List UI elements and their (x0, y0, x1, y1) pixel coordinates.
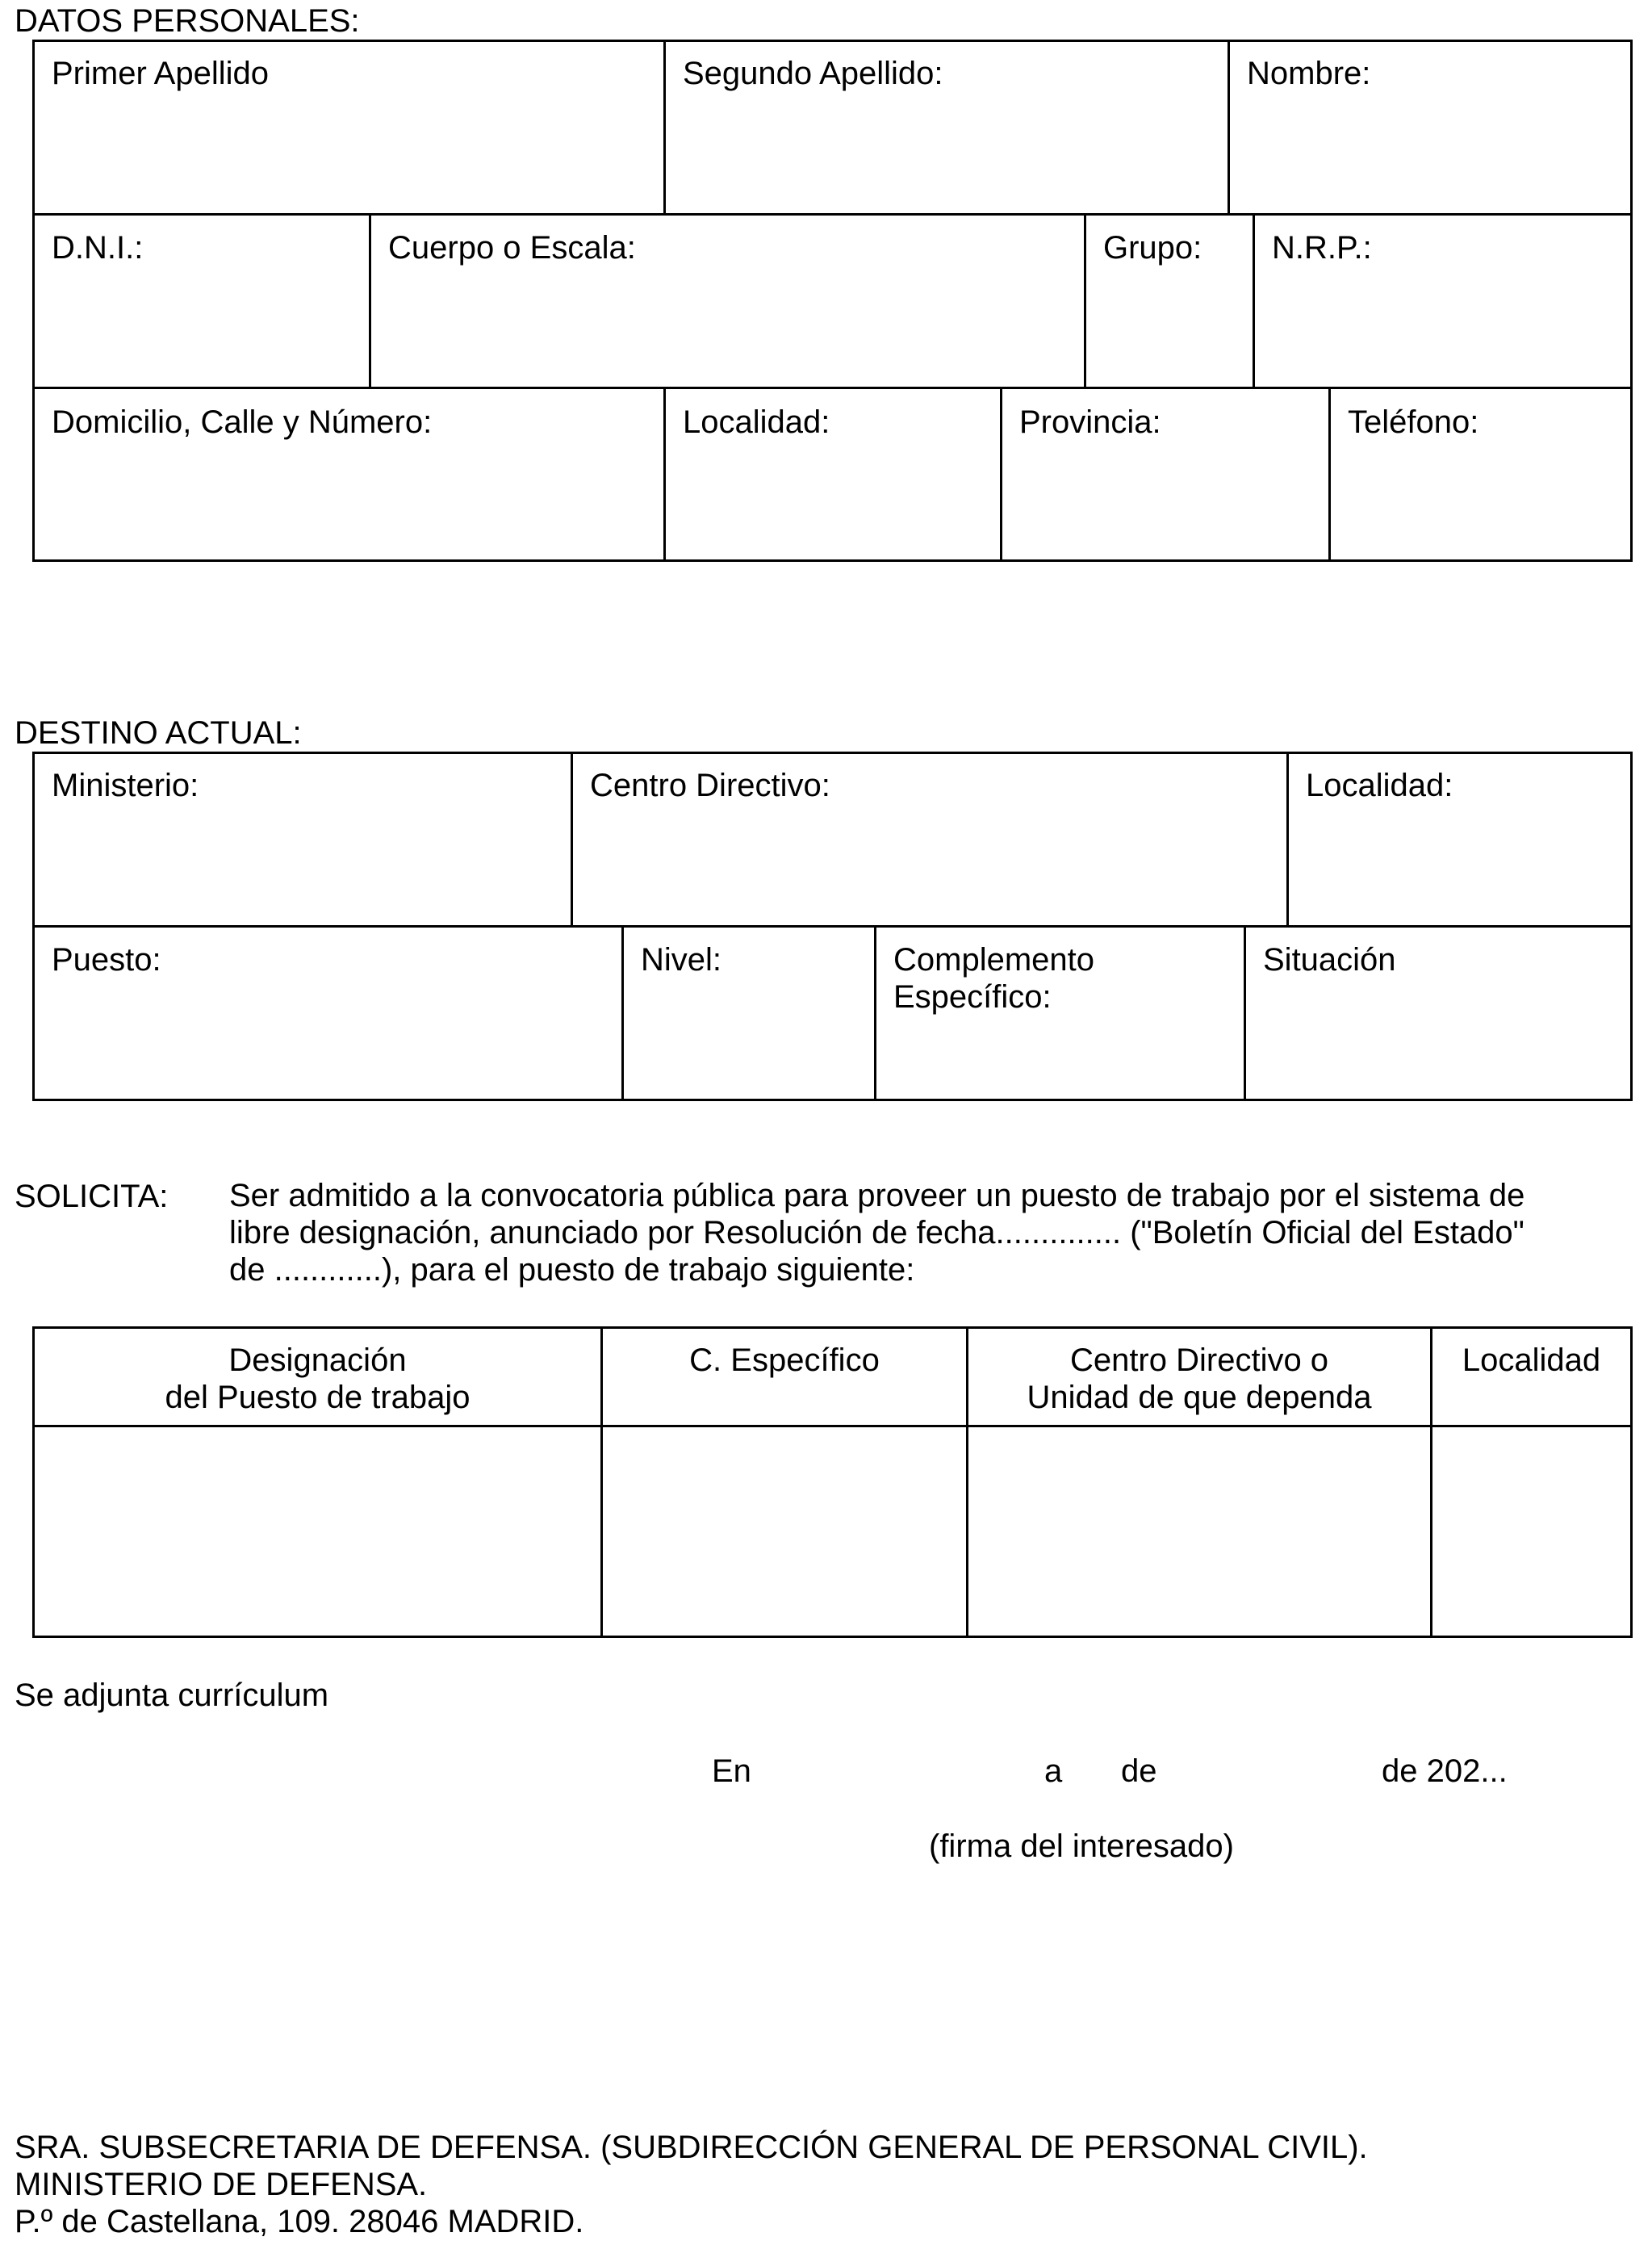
date-de-label: de (1121, 1753, 1157, 1789)
date-en-label: En (712, 1753, 751, 1789)
col-divider (571, 752, 573, 926)
field-puesto[interactable]: Puesto: (52, 942, 161, 978)
col-divider (1084, 213, 1086, 387)
section-heading-destino-actual: DESTINO ACTUAL: (15, 715, 302, 751)
field-grupo[interactable]: Grupo: (1103, 230, 1202, 266)
field-centro-directivo[interactable]: Centro Directivo: (590, 768, 830, 803)
input-designacion[interactable] (35, 1427, 600, 1635)
field-nombre[interactable]: Nombre: (1247, 56, 1371, 91)
col-divider (1253, 213, 1255, 387)
recipient-address (15, 2129, 1368, 2240)
field-provincia[interactable]: Provincia: (1019, 404, 1161, 440)
input-centro-directivo[interactable] (968, 1427, 1430, 1635)
input-localidad[interactable] (1432, 1427, 1630, 1635)
col-divider (1328, 387, 1331, 561)
row-divider (32, 387, 1633, 389)
field-primer-apellido[interactable]: Primer Apellido (52, 56, 270, 91)
signature-label: (firma del interesado) (929, 1828, 1234, 1864)
address-line-1: SRA. SUBSECRETARIA DE DEFENSA. (SUBDIRECCIÓN GENERAL DE PERSONAL CIVIL). (15, 2130, 1368, 2165)
curriculum-note: Se adjunta currículum (15, 1678, 329, 1713)
field-situacion[interactable]: Situación (1263, 942, 1396, 978)
col-divider (369, 213, 371, 387)
column-header-designacion (35, 1342, 600, 1416)
solicita-text (229, 1177, 1524, 1288)
field-complemento-especifico[interactable] (893, 941, 1094, 1016)
field-segundo-apellido[interactable]: Segundo Apellido: (683, 56, 943, 91)
date-a-label: a (1044, 1753, 1063, 1789)
row-divider (32, 925, 1633, 928)
col-divider (1244, 925, 1246, 1100)
col-divider (663, 387, 666, 561)
centro-directivo-line-1: Centro Directivo o (1069, 1343, 1329, 1378)
address-line-3: P.º de Castellana, 109. 28046 MADRID. (15, 2204, 584, 2239)
solicita-line-2: libre designación, anunciado por Resolución de fecha.............. ("Boletín Oficial del Estado" (229, 1215, 1524, 1250)
address-line-2: MINISTERIO DE DEFENSA. (15, 2167, 428, 2202)
field-dni[interactable]: D.N.I.: (52, 230, 144, 266)
col-divider (1227, 40, 1230, 214)
col-divider (874, 925, 876, 1100)
col-divider (621, 925, 624, 1100)
col-divider (1286, 752, 1289, 926)
designacion-line-1: Designación (228, 1343, 407, 1378)
complemento-line-1: Complemento (893, 942, 1095, 978)
solicita-line-3: de ............), para el puesto de trabajo siguiente: (229, 1252, 915, 1288)
solicita-label: SOLICITA: (15, 1179, 169, 1214)
row-divider (32, 213, 1633, 216)
field-cuerpo-escala[interactable]: Cuerpo o Escala: (388, 230, 636, 266)
date-year-label: de 202... (1382, 1753, 1508, 1789)
field-nivel[interactable]: Nivel: (641, 942, 722, 978)
field-localidad-destino[interactable]: Localidad: (1306, 768, 1453, 803)
designacion-line-2: del Puesto de trabajo (165, 1380, 471, 1415)
col-divider (1000, 387, 1002, 561)
section-heading-datos-personales: DATOS PERSONALES: (15, 3, 360, 39)
field-telefono[interactable]: Teléfono: (1348, 404, 1479, 440)
centro-directivo-line-2: Unidad de que dependa (1027, 1380, 1372, 1415)
col-divider (663, 40, 666, 214)
input-c-especifico[interactable] (603, 1427, 966, 1635)
field-nrp[interactable]: N.R.P.: (1272, 230, 1372, 266)
column-header-localidad: Localidad (1462, 1343, 1601, 1378)
solicita-line-1: Ser admitido a la convocatoria pública para proveer un puesto de trabajo por el sistema de (229, 1178, 1525, 1213)
field-localidad[interactable]: Localidad: (683, 404, 830, 440)
column-header-centro-directivo (968, 1342, 1430, 1416)
column-header-c-especifico: C. Específico (689, 1343, 880, 1378)
complemento-line-2: Específico: (893, 979, 1052, 1015)
field-ministerio[interactable]: Ministerio: (52, 768, 199, 803)
datos-personales-table (32, 40, 1633, 562)
field-domicilio[interactable]: Domicilio, Calle y Número: (52, 404, 433, 440)
